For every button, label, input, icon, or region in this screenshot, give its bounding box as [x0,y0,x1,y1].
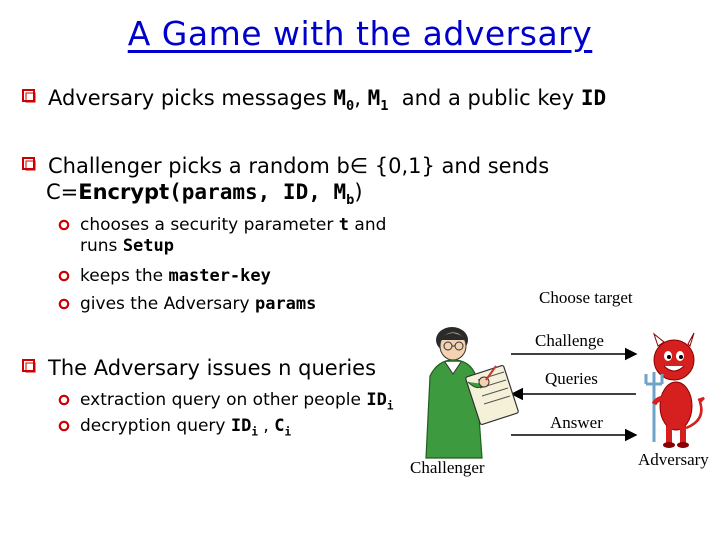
query-2-mid: , [258,416,275,436]
sub-1-b: and [349,215,387,235]
slide-title: A Game with the adversary [127,14,593,53]
message-m1: M [367,86,381,110]
bullet-1-mid: and a public key [388,86,581,110]
public-key-id: ID [580,86,607,110]
sub-1-t: t [338,215,350,235]
query-2-csub: i [284,425,292,439]
sub-1-line2-a: runs [80,236,123,256]
queries-label: Queries [545,369,598,388]
sub-1-a: chooses a security parameter [80,215,339,235]
bullet-1-comma: , [354,86,368,110]
encrypt-label: Encrypt [78,180,170,204]
encrypt-close: ) [354,180,363,204]
query-1-id: ID [366,390,387,410]
adversary-label: Adversary [638,450,709,469]
adversary-devil-icon [640,332,710,450]
query-1-sub: i [386,399,394,413]
choose-target-label: Choose target [539,288,633,307]
sub-2-a: keeps the [80,266,169,286]
bullet-1-prefix: Adversary picks messages [48,86,334,110]
message-m1-sub: 1 [380,98,389,115]
query-2-a: decryption query [80,416,231,436]
challenger-label: Challenger [410,458,485,477]
answer-label: Answer [550,413,603,432]
encrypt-args: (params, ID, M [169,180,347,204]
challenge-label: Challenge [535,331,604,350]
query-2-id: ID [230,416,252,436]
query-1-a: extraction query on other people [80,390,367,410]
message-m0: M [333,86,346,110]
encrypt-args-sub: b [346,192,355,209]
query-2-c: C [274,416,285,436]
params-label: params [254,294,317,314]
bullet-3-text: The Adversary issues n queries [48,356,377,380]
message-m0-sub: 0 [346,98,355,115]
query-2-sub: i [251,425,259,439]
bullet-2-line1: Challenger picks a random b∈ {0,1} and sends [48,154,550,178]
master-key-label: master-key [168,266,271,286]
bullet-2-c-prefix: C= [46,180,79,204]
challenger-figure-icon [412,322,524,462]
setup-label: Setup [122,236,174,256]
sub-3-a: gives the Adversary [80,294,255,314]
